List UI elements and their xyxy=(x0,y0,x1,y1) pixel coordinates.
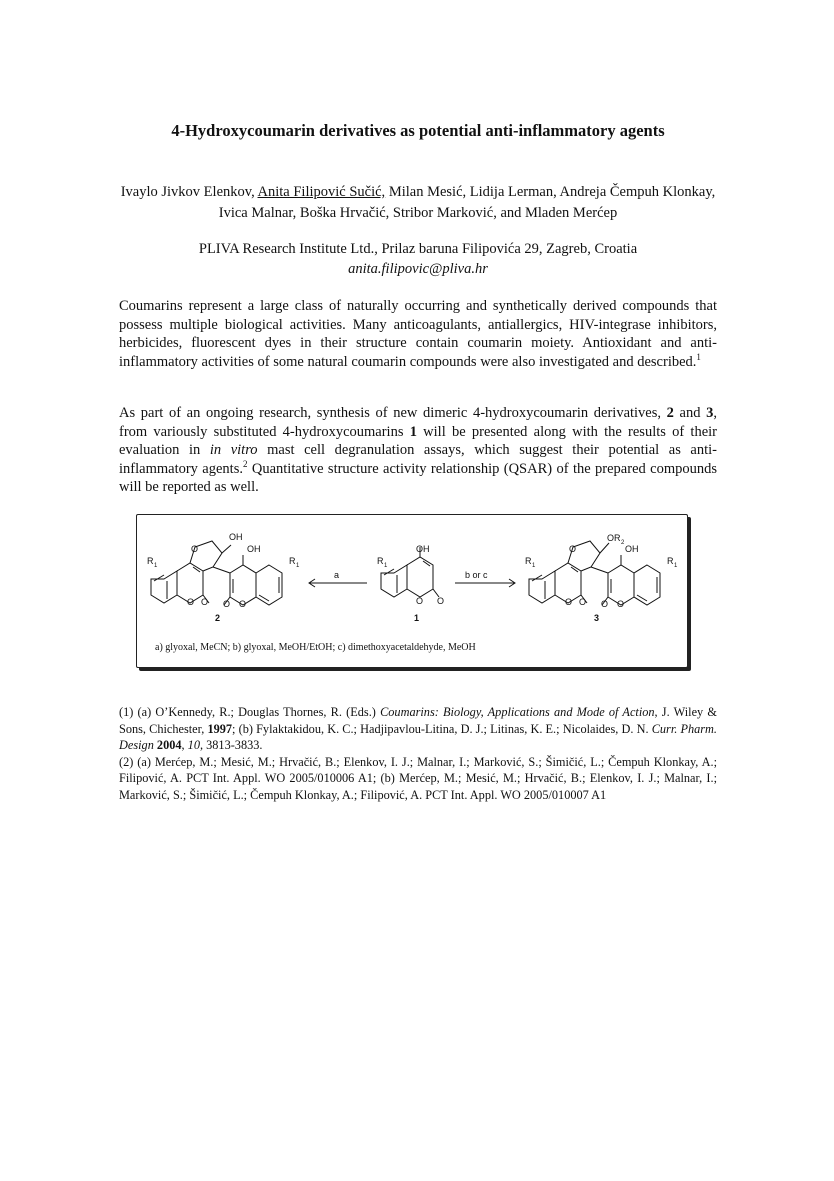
text-run: and xyxy=(673,405,707,421)
substituent-label: R xyxy=(667,556,674,566)
text-run: , from variously substituted 4-hydroxycoumarins xyxy=(119,405,717,440)
substituent-label: R xyxy=(289,556,296,566)
reference-2: (2) (a) Merćep, M.; Mesić, M.; Hrvačić, B.; Elenkov, I. J.; Malnar, I.; Marković, S.; Šimičić, L.; Čempuh Klonkay, A.; Filipović, A. PCT Int. Appl. WO 2005/010006 A1; (b) Merćep, M.; Mesić, M.; Hrvačić, B.; Elenkov, I. J.; Malnar, I.; Marković, S.; Šimičić, L.; Čempuh Klonkay, A.; Filipović, A. PCT Int. Appl. WO 2005/010007 A1 xyxy=(119,754,717,802)
journal-name: Curr. Pharm. Design xyxy=(119,721,718,753)
oxygen-label: O xyxy=(223,599,231,609)
text-run: (1) (a) O’Kennedy, R.; Douglas Thornes, R. (Eds.) xyxy=(119,705,381,719)
compound-ref-2: 2 xyxy=(666,405,674,421)
subscript: 1 xyxy=(296,563,300,569)
compound-number-2: 2 xyxy=(215,613,221,623)
text-run: mast cell degranulation assays, which suggest their potential as anti-inflammatory agents. xyxy=(119,442,717,477)
oxygen-label: O xyxy=(191,544,199,554)
compound-number-3: 3 xyxy=(594,613,600,623)
oxygen-label: O xyxy=(187,597,195,607)
author-list xyxy=(119,182,717,224)
presenting-author: Anita Filipović Sučić, xyxy=(257,184,386,200)
text-run: will be presented along with the results of their evaluation in xyxy=(119,423,718,459)
hydroxyl-label: OH xyxy=(416,544,430,554)
substituent-label: R xyxy=(525,556,532,566)
subscript: 1 xyxy=(674,563,678,569)
substituent-label: R xyxy=(377,556,384,566)
subscript: 2 xyxy=(621,540,625,546)
hydroxyl-label: OH xyxy=(247,544,261,554)
page-title: 4-Hydroxycoumarin derivatives as potential anti-inflammatory agents xyxy=(171,121,665,140)
compound-ref-3: 3 xyxy=(706,405,714,421)
arrow-label-b-or-c: b or c xyxy=(465,570,488,580)
in-vitro-term: in vitro xyxy=(209,442,258,459)
subscript: 1 xyxy=(532,563,536,569)
paragraph-synthesis xyxy=(119,404,717,497)
oxygen-label: O xyxy=(437,596,445,606)
substituent-label: R xyxy=(147,556,154,566)
authors-after: Milan Mesić, Lidija Lerman, Andreja Čempuh Klonkay, Ivica Malnar, Boška Hrvačić, Stribor Marković, and Mladen Merćep xyxy=(218,184,716,221)
citation-1: 1 xyxy=(696,351,701,362)
year: 1997 xyxy=(207,721,233,736)
arrow-label-a: a xyxy=(334,570,340,580)
authors-before: Ivaylo Jivkov Elenkov, xyxy=(120,184,258,200)
text-run: , J. Wiley & Sons, Chichester, xyxy=(119,705,717,736)
text-run: As part of an ongoing research, synthesis of new dimeric 4-hydroxycoumarin derivatives, xyxy=(119,405,667,421)
reaction-scheme xyxy=(136,514,688,668)
text-run: 3813-3833. xyxy=(203,738,263,753)
paragraph-intro-text: Coumarins represent a large class of naturally occurring and synthetically derived compounds that possess multiple biological activities. Many anticoagulants, antiallergics, HIV-integrase inhibitors, herbicides, fluorescent dyes in their structure contain coumarin moiety. Antioxidant and anti-inflammatory activities of some natural coumarin compounds were also investigated and described. xyxy=(119,298,717,370)
affiliation xyxy=(119,239,717,279)
affiliation-address: PLIVA Research Institute Ltd., Prilaz baruna Filipovića 29, Zagreb, Croatia xyxy=(198,241,638,257)
citation-2: 2 xyxy=(242,458,248,469)
compound-number-1: 1 xyxy=(414,613,420,623)
oxygen-label: O xyxy=(579,597,587,607)
oxygen-label: O xyxy=(239,599,247,609)
text-run: ; (b) Fylaktakidou, K. C.; Hadjipavlou-Litina, D. J.; Litinas, K. E.; Nicolaides, D. N. xyxy=(232,721,652,736)
year: 2004 xyxy=(156,738,182,753)
subscript: 1 xyxy=(154,563,158,569)
paragraph-intro xyxy=(119,297,717,371)
hydroxyl-label: OH xyxy=(625,544,639,554)
oxygen-label: O xyxy=(617,599,625,609)
oxygen-label: O xyxy=(601,599,609,609)
alkoxy-label: OR xyxy=(607,533,621,543)
reference-1 xyxy=(119,704,717,754)
book-title: Coumarins: Biology, Applications and Mode of Action xyxy=(380,705,655,719)
oxygen-label: O xyxy=(201,597,209,607)
reaction-conditions: a) glyoxal, MeCN; b) glyoxal, MeOH/EtOH; c) dimethoxyacetaldehyde, MeOH xyxy=(155,642,476,653)
contact-email: anita.filipovic@pliva.hr xyxy=(348,261,488,277)
hydroxyl-label: OH xyxy=(229,532,243,542)
volume: 10, xyxy=(187,738,204,753)
text-run: , xyxy=(181,738,188,753)
text-run: Quantitative structure activity relationship (QSAR) of the prepared compounds will be reported as well. xyxy=(119,460,718,496)
oxygen-label: O xyxy=(565,597,573,607)
reference-list xyxy=(119,704,717,804)
subscript: 1 xyxy=(384,563,388,569)
oxygen-label: O xyxy=(569,544,577,554)
compound-ref-1: 1 xyxy=(409,423,417,440)
reaction-scheme-drawing xyxy=(137,515,687,667)
oxygen-label: O xyxy=(416,596,424,606)
